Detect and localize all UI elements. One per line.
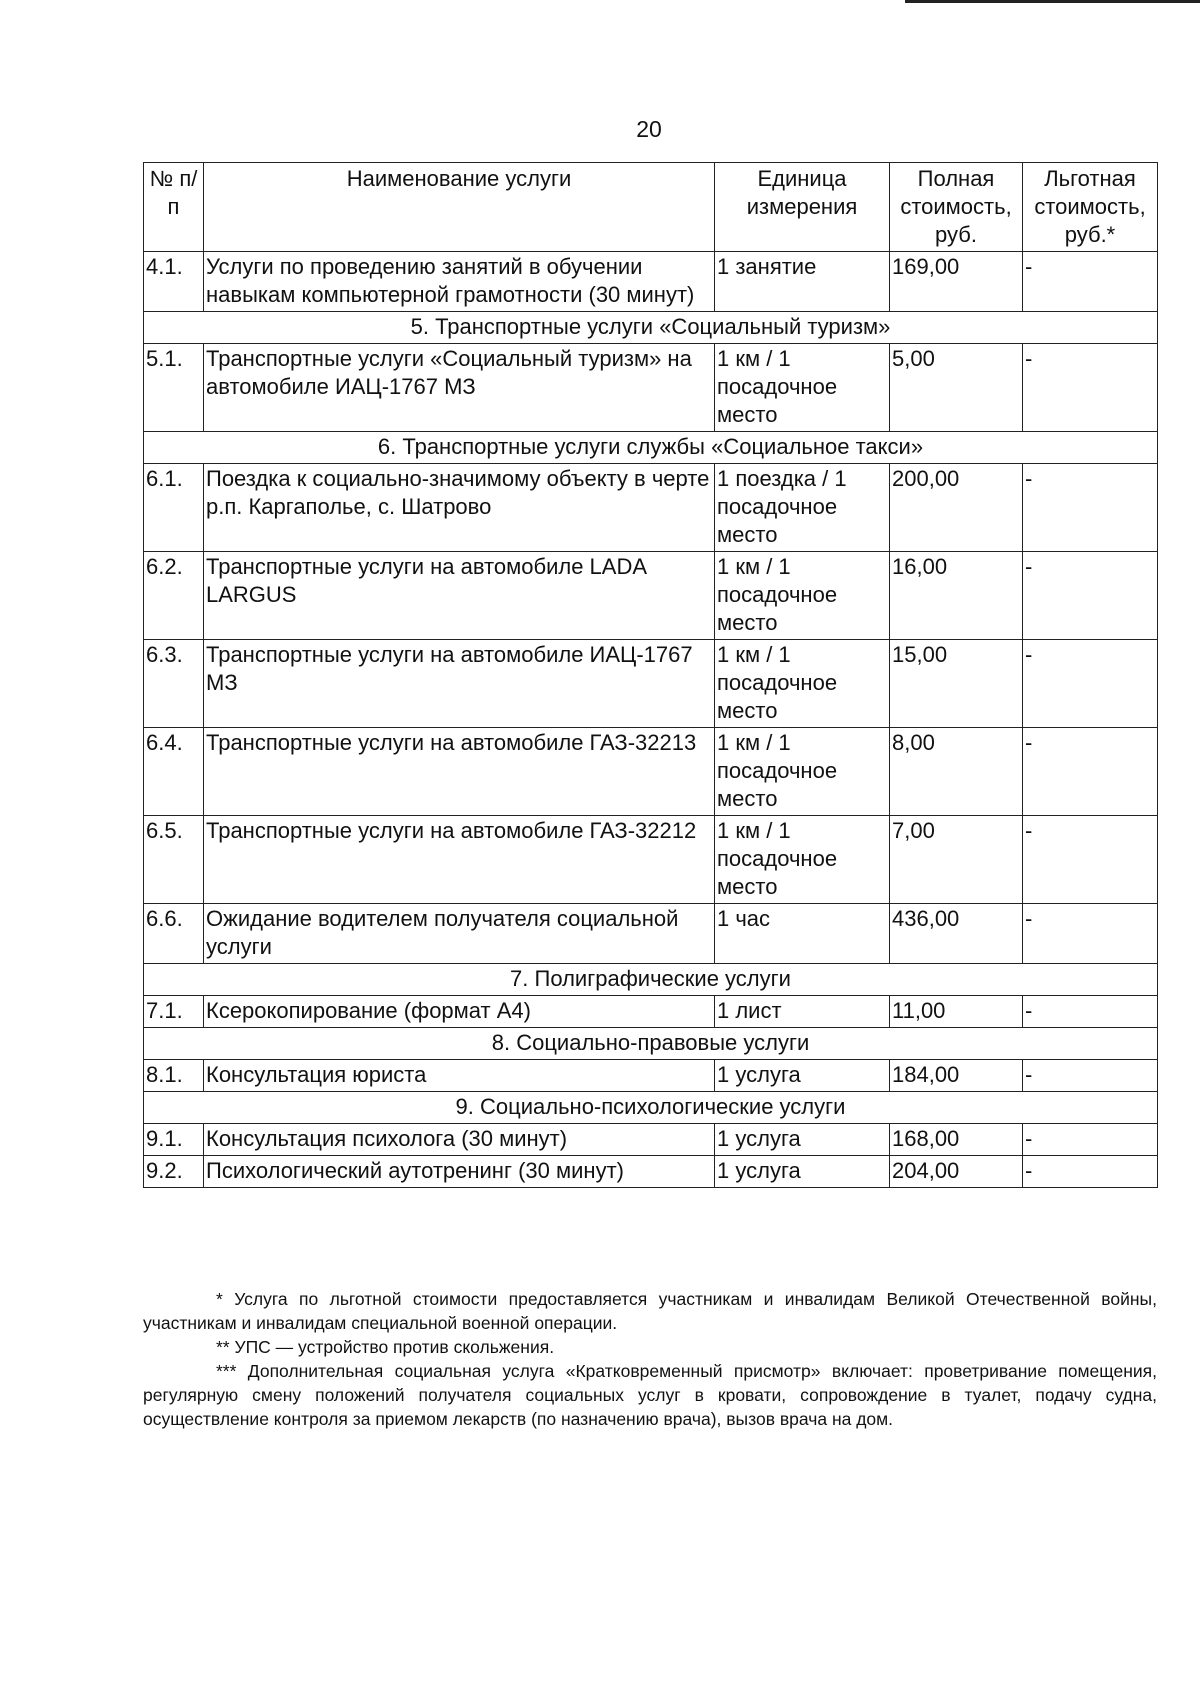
header-name: Наименование услуги	[204, 163, 715, 252]
cell-unit: 1 км / 1 посадочное место	[715, 816, 890, 904]
cell-unit: 1 час	[715, 904, 890, 964]
cell-service-name: Поездка к социально-значимому объекту в черте р.п. Каргаполье, с. Шатрово	[204, 464, 715, 552]
footnotes	[143, 1287, 1157, 1431]
cell-full-price: 169,00	[890, 252, 1023, 312]
cell-full-price: 184,00	[890, 1060, 1023, 1092]
cell-discount-price: -	[1023, 1156, 1158, 1188]
cell-full-price: 15,00	[890, 640, 1023, 728]
cell-full-price: 16,00	[890, 552, 1023, 640]
header-num: № п/п	[144, 163, 204, 252]
cell-num: 6.4.	[144, 728, 204, 816]
cell-discount-price: -	[1023, 728, 1158, 816]
table-row	[144, 252, 1158, 312]
table-row	[144, 1124, 1158, 1156]
cell-num: 6.1.	[144, 464, 204, 552]
cell-service-name: Транспортные услуги на автомобиле LADA LARGUS	[204, 552, 715, 640]
cell-num: 5.1.	[144, 344, 204, 432]
cell-discount-price: -	[1023, 996, 1158, 1028]
section-title: 8. Социально-правовые услуги	[144, 1028, 1158, 1060]
table-row	[144, 904, 1158, 964]
cell-service-name: Транспортные услуги «Социальный туризм» на автомобиле ИАЦ-1767 МЗ	[204, 344, 715, 432]
cell-service-name: Транспортные услуги на автомобиле ГАЗ-32212	[204, 816, 715, 904]
cell-discount-price: -	[1023, 344, 1158, 432]
cell-service-name: Транспортные услуги на автомобиле ИАЦ-1767 МЗ	[204, 640, 715, 728]
section-title: 6. Транспортные услуги службы «Социальное такси»	[144, 432, 1158, 464]
cell-num: 9.1.	[144, 1124, 204, 1156]
section-title: 9. Социально-психологические услуги	[144, 1092, 1158, 1124]
cell-full-price: 200,00	[890, 464, 1023, 552]
cell-service-name: Консультация психолога (30 минут)	[204, 1124, 715, 1156]
cell-unit: 1 занятие	[715, 252, 890, 312]
table-row	[144, 1156, 1158, 1188]
cell-service-name: Услуги по проведению занятий в обучении навыкам компьютерной грамотности (30 минут)	[204, 252, 715, 312]
footnote-discount: * Услуга по льготной стоимости предоставляется участникам и инвалидам Великой Отечественной войны, участникам и инвалидам специальной военной операции.	[143, 1289, 1157, 1333]
cell-discount-price: -	[1023, 552, 1158, 640]
table-header-row	[144, 163, 1158, 252]
cell-full-price: 5,00	[890, 344, 1023, 432]
cell-full-price: 8,00	[890, 728, 1023, 816]
table-body	[144, 252, 1158, 1188]
page-top-rule	[905, 0, 1200, 3]
cell-unit: 1 услуга	[715, 1124, 890, 1156]
cell-unit: 1 услуга	[715, 1156, 890, 1188]
header-full-price: Полная стоимость, руб.	[890, 163, 1023, 252]
cell-discount-price: -	[1023, 1124, 1158, 1156]
cell-unit: 1 лист	[715, 996, 890, 1028]
cell-full-price: 168,00	[890, 1124, 1023, 1156]
section-row	[144, 1028, 1158, 1060]
table-row	[144, 816, 1158, 904]
table-row	[144, 344, 1158, 432]
table-row	[144, 1060, 1158, 1092]
services-price-table	[143, 162, 1158, 1188]
cell-discount-price: -	[1023, 816, 1158, 904]
cell-unit: 1 км / 1 посадочное место	[715, 552, 890, 640]
table-row	[144, 996, 1158, 1028]
section-title: 7. Полиграфические услуги	[144, 964, 1158, 996]
footnote-ups: ** УПС — устройство против скольжения.	[216, 1337, 555, 1357]
table-row	[144, 552, 1158, 640]
section-row	[144, 1092, 1158, 1124]
cell-num: 8.1.	[144, 1060, 204, 1092]
section-row	[144, 312, 1158, 344]
cell-service-name: Ожидание водителем получателя социальной услуги	[204, 904, 715, 964]
cell-num: 9.2.	[144, 1156, 204, 1188]
section-row	[144, 964, 1158, 996]
section-row	[144, 432, 1158, 464]
cell-num: 6.2.	[144, 552, 204, 640]
cell-discount-price: -	[1023, 1060, 1158, 1092]
cell-num: 4.1.	[144, 252, 204, 312]
cell-unit: 1 услуга	[715, 1060, 890, 1092]
cell-discount-price: -	[1023, 904, 1158, 964]
table-row	[144, 728, 1158, 816]
cell-num: 6.3.	[144, 640, 204, 728]
cell-unit: 1 км / 1 посадочное место	[715, 728, 890, 816]
cell-full-price: 11,00	[890, 996, 1023, 1028]
cell-full-price: 204,00	[890, 1156, 1023, 1188]
cell-full-price: 436,00	[890, 904, 1023, 964]
cell-service-name: Психологический аутотренинг (30 минут)	[204, 1156, 715, 1188]
cell-unit: 1 км / 1 посадочное место	[715, 640, 890, 728]
header-discount-price: Льготная стоимость, руб.*	[1023, 163, 1158, 252]
cell-service-name: Консультация юриста	[204, 1060, 715, 1092]
cell-unit: 1 поездка / 1 посадочное место	[715, 464, 890, 552]
cell-full-price: 7,00	[890, 816, 1023, 904]
cell-unit: 1 км / 1 посадочное место	[715, 344, 890, 432]
footnote-supervision: *** Дополнительная социальная услуга «Кратковременный присмотр» включает: проветривание помещения, регулярную смену положений получателя социальных услуг в кровати, сопровождение в туалет, подачу судна, осуществление контроля за приемом лекарств (по назначению врача), вызов врача на дом.	[143, 1361, 1157, 1429]
page-number: 20	[636, 116, 662, 142]
cell-num: 7.1.	[144, 996, 204, 1028]
header-unit: Единица измерения	[715, 163, 890, 252]
cell-num: 6.5.	[144, 816, 204, 904]
cell-discount-price: -	[1023, 464, 1158, 552]
table-row	[144, 464, 1158, 552]
cell-discount-price: -	[1023, 640, 1158, 728]
table-row	[144, 640, 1158, 728]
cell-discount-price: -	[1023, 252, 1158, 312]
section-title: 5. Транспортные услуги «Социальный туризм»	[144, 312, 1158, 344]
cell-service-name: Ксерокопирование (формат А4)	[204, 996, 715, 1028]
cell-service-name: Транспортные услуги на автомобиле ГАЗ-32213	[204, 728, 715, 816]
cell-num: 6.6.	[144, 904, 204, 964]
